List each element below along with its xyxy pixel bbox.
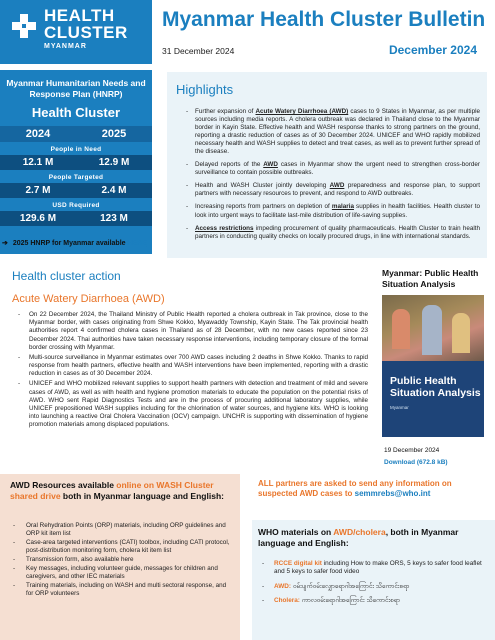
cover-title: Public Health Situation Analysis bbox=[390, 375, 481, 400]
highlight-item: - Increasing reports from partners on depletion of malaria supplies in health facilities. Health cluster to look into urgent ways to facilitate last-mile distribution of life-saving supplies. bbox=[188, 203, 480, 219]
pin-2024: 12.1 M bbox=[22, 157, 54, 169]
resources-list bbox=[12, 522, 234, 599]
highlights-title: Highlights bbox=[176, 82, 234, 97]
page-title: Myanmar Health Cluster Bulletin bbox=[162, 8, 486, 31]
who-materials-title: WHO materials on AWD/cholera, both in Myanmar language and English: bbox=[258, 527, 459, 548]
wash-drive-link[interactable]: online on WASH Cluster shared drive bbox=[10, 480, 214, 501]
resource-item: - Case-area targeted interventions (CATI) toolbox, including CATI protocol, post-distribution monitoring form, cholera kit item list bbox=[12, 539, 234, 555]
years-row bbox=[0, 126, 152, 142]
hnrp-sidebar bbox=[0, 70, 152, 254]
partners-note: ALL partners are asked to send any information on suspected AWD cases to semmrebs@who.int bbox=[258, 479, 452, 498]
analysis-cover-image[interactable] bbox=[382, 295, 484, 437]
highlights-list bbox=[188, 108, 480, 246]
people-targeted-label: People Targeted bbox=[48, 174, 104, 182]
pin-2025: 12.9 M bbox=[98, 157, 130, 169]
logo bbox=[0, 0, 152, 64]
resources-title: AWD Resources available online on WASH Cluster shared drive both in Myanmar language and English: bbox=[10, 480, 224, 501]
logo-line-3: MYANMAR bbox=[44, 43, 87, 50]
bulletin-month: December 2024 bbox=[388, 43, 477, 57]
hnrp-heading: Myanmar Humanitarian Needs and Response Plan (HNRP) bbox=[6, 78, 146, 99]
resource-item: - Training materials, including on WASH and multi sectoral response, and for ORP volunteers bbox=[12, 582, 234, 598]
hnrp-link-text: 2025 HNRP for Myanmar available bbox=[12, 240, 126, 247]
who-item-rcce[interactable]: - RCCE digital kit including How to make ORS, 5 keys to safer food leaflet and 5 keys to safer food video bbox=[262, 560, 487, 577]
cover-subtitle: Myanmar bbox=[390, 405, 409, 410]
usd-required-row bbox=[0, 211, 152, 226]
publication-date: 31 December 2024 bbox=[162, 46, 235, 56]
resource-item: - Transmission form, also available here bbox=[12, 556, 234, 564]
pt-2025: 2.4 M bbox=[101, 185, 127, 197]
resource-item: - Oral Rehydration Points (ORP) materials, including ORP guidelines and ORP kit item list bbox=[12, 522, 234, 538]
people-in-need-row bbox=[0, 155, 152, 170]
usd-required-label: USD Required bbox=[52, 202, 100, 210]
people-targeted-row bbox=[0, 183, 152, 198]
cover-photo bbox=[382, 295, 484, 361]
usd-2024: 129.6 M bbox=[19, 213, 57, 225]
usd-2025: 123 M bbox=[100, 213, 128, 225]
year-2024: 2024 bbox=[25, 128, 51, 141]
cluster-label: Health Cluster bbox=[31, 105, 121, 121]
who-item-cholera[interactable]: - Cholera: ကာလဝမ်းရောဂါအကြောင်း သိကောင်းစရာ bbox=[262, 597, 487, 605]
who-item-awd[interactable]: - AWD: ဝမ်းပျက်ဝမ်းလျှောရောဂါအကြောင်း သိကောင်းစရာ bbox=[262, 583, 487, 591]
awd-item: - Multi-source surveillance in Myanmar estimates over 700 AWD cases including 2 deaths in Shwe Kokko. Thanks to rapid response from health partners, effective health and WASH interventions have been implemented, reporting with a drastic reduction in cases as of 30 December 2024. bbox=[18, 354, 368, 379]
analysis-title: Myanmar: Public Health Situation Analysis bbox=[382, 268, 479, 289]
health-cross-icon bbox=[10, 12, 38, 40]
health-cluster-action-title: Health cluster action bbox=[12, 269, 121, 283]
awd-item: - UNICEF and WHO mobilized relevant supplies to support health partners with detection and treatment of mild and severe cases of AWD, as well as with health and hygiene promotion materials to educate the population on the potential risks of AWD. WHO sent Rapid Diagnostics Tests and are in the process of procuring additional laboratory supplies, while UNICEF prepositioned WASH supplies including for the chlorination of water sources, and hygiene kits. WHO is looking into launching a reactive Oral Cholera Vaccination (OCV) campaign. UNCHR is supporting with dissemination of hygiene promotion materials among displaced populations. bbox=[18, 380, 368, 429]
resource-item: - Key messages, including volunteer guide, messages for children and caregivers, and other IEC materials bbox=[12, 565, 234, 581]
awd-list bbox=[18, 311, 368, 431]
who-materials-list bbox=[262, 560, 487, 611]
people-in-need-label: People in Need bbox=[50, 146, 102, 154]
analysis-download-link[interactable]: Download (672.8 kB) bbox=[384, 459, 448, 466]
analysis-date: 19 December 2024 bbox=[384, 447, 440, 454]
highlight-item: - Access restrictions impeding procurement of quality pharmaceuticals. Health Cluster to train health partners in conducting quality checks on locally procured drugs, in line with international standards. bbox=[188, 225, 480, 241]
arrow-right-icon: ➔ bbox=[2, 240, 8, 247]
contact-email-link[interactable]: semmrebs@who.int bbox=[354, 489, 431, 498]
awd-item: - On 22 December 2024, the Thailand Ministry of Public Health reported a cholera outbreak in Tak province, close to the Myanmar border, with cases originating from Shwe Kokko, Myawaddy Township, Kayin State. The Tak provincial health authorities report 4 confirmed cholera cases in Thailand as of 28 December, with no new cases reported since 23 December 2024. Thai authorities have taken necessary response interventions, including temporary closure of the formal border crossing with Myanmar. bbox=[18, 311, 368, 352]
pt-2024: 2.7 M bbox=[25, 185, 51, 197]
highlight-item: - Delayed reports of the AWD cases in Myanmar show the urgent need to strengthen cross-border surveillance to contain possible outbreaks. bbox=[188, 161, 480, 177]
year-2025: 2025 bbox=[101, 128, 127, 141]
logo-line-1: HEALTH bbox=[44, 6, 115, 25]
logo-line-2: CLUSTER bbox=[44, 23, 128, 42]
hnrp-here-link[interactable]: HERE bbox=[127, 240, 147, 247]
hnrp-link bbox=[2, 239, 147, 247]
highlight-item: - Further expansion of Acute Watery Diarrhoea (AWD) cases to 9 States in Myanmar, as per multiple sources including media reports. A cholera outbreak was declared in Thailand close to the Myanmar border in Kayin State. Effective health and WASH response thanks to strong partners on the ground, reporting a drastic reduction of cases as of 30 December 2024. UNICEF and WHO rapidly mobilized necessary health and WASH supplies to detect and treat cases, as well as to prevent further spread of the disease. bbox=[188, 108, 480, 156]
awd-section-title: Acute Watery Diarrhoea (AWD) bbox=[12, 293, 165, 305]
highlight-item: - Health and WASH Cluster jointly developing AWD preparedness and response plan, to support partners with necessary resources to prevent, and respond to AWD outbreaks. bbox=[188, 182, 480, 198]
